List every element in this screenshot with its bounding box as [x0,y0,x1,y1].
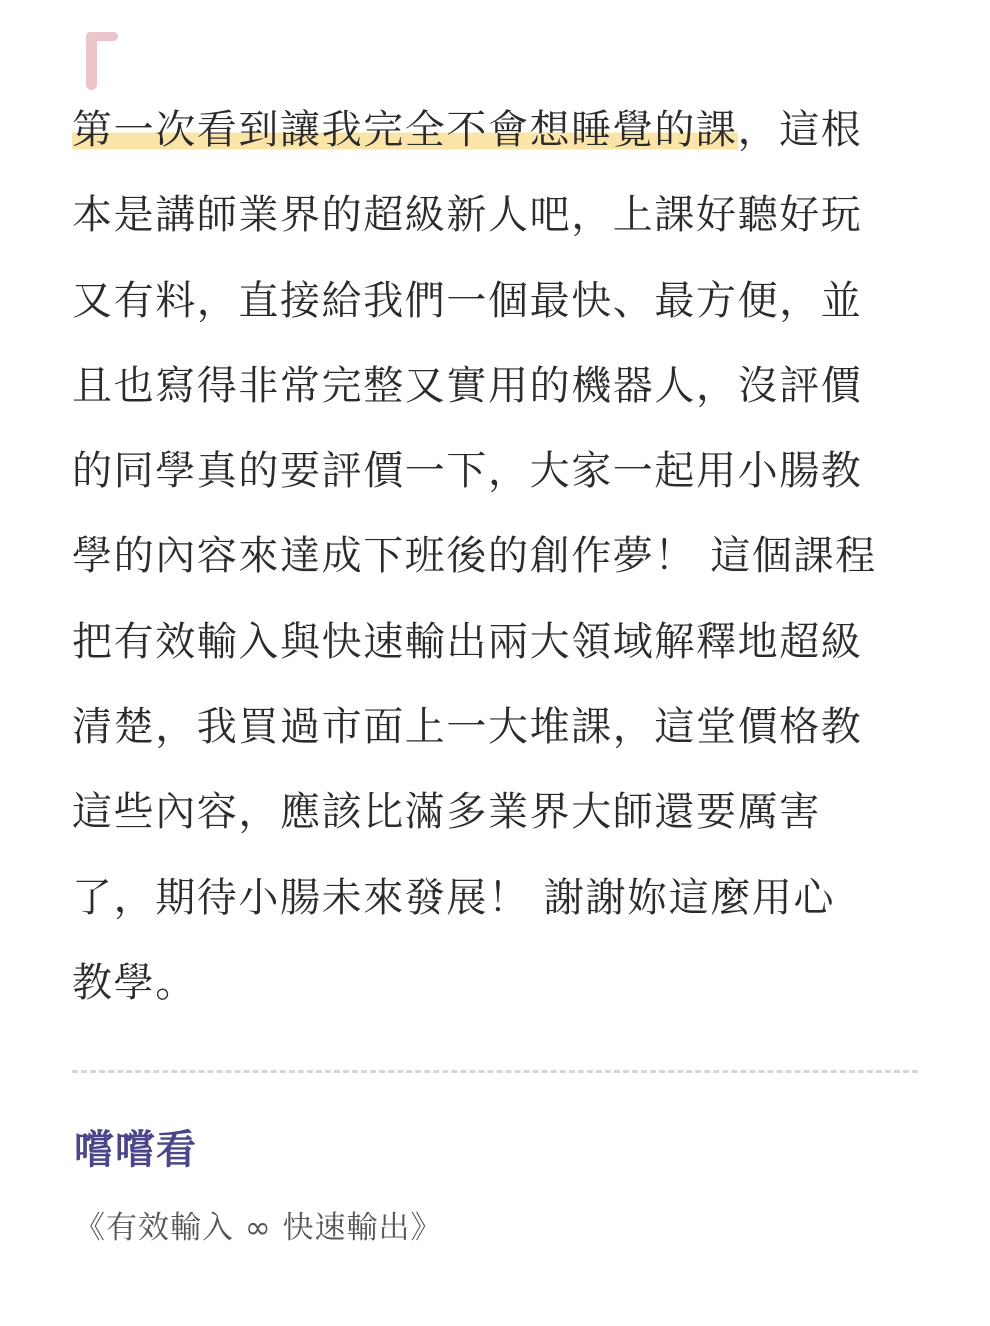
course-name[interactable]: 《有效輸入 ∞ 快速輸出》 [74,1210,443,1246]
review-line: 教學。 [72,959,197,1006]
quote-mark-horizontal [86,32,118,41]
review-line: 了，期待小腸未來發展！ 謝謝妳這麼用心 [72,874,836,921]
review-line-1-rest: ，這根 [737,107,863,153]
section-title: 嚐嚐看 [74,1127,197,1173]
review-line: 又有料，直接給我們一個最快、最方便，並 [72,277,863,324]
review-line: 且也寫得非常完整又實用的機器人，沒評價 [72,362,863,409]
review-line [72,88,932,173]
review-line: 本是講師業界的超級新人吧，上課好聽好玩 [72,192,863,239]
dashed-divider [72,1070,918,1073]
review-line: 把有效輸入與快速輸出兩大領域解釋地超級 [72,618,863,665]
quote-mark-icon [86,32,118,90]
review-text [72,88,932,1026]
review-line: 清楚，我買過市面上一大堆課，這堂價格教 [72,704,863,751]
review-line: 學的內容來達成下班後的創作夢！ 這個課程 [72,533,877,580]
review-line: 這些內容，應該比滿多業界大師還要厲害 [72,789,821,836]
review-highlight: 第一次看到讓我完全不會想睡覺的課 [72,107,738,153]
review-line: 的同學真的要評價一下，大家一起用小腸教 [72,448,863,495]
